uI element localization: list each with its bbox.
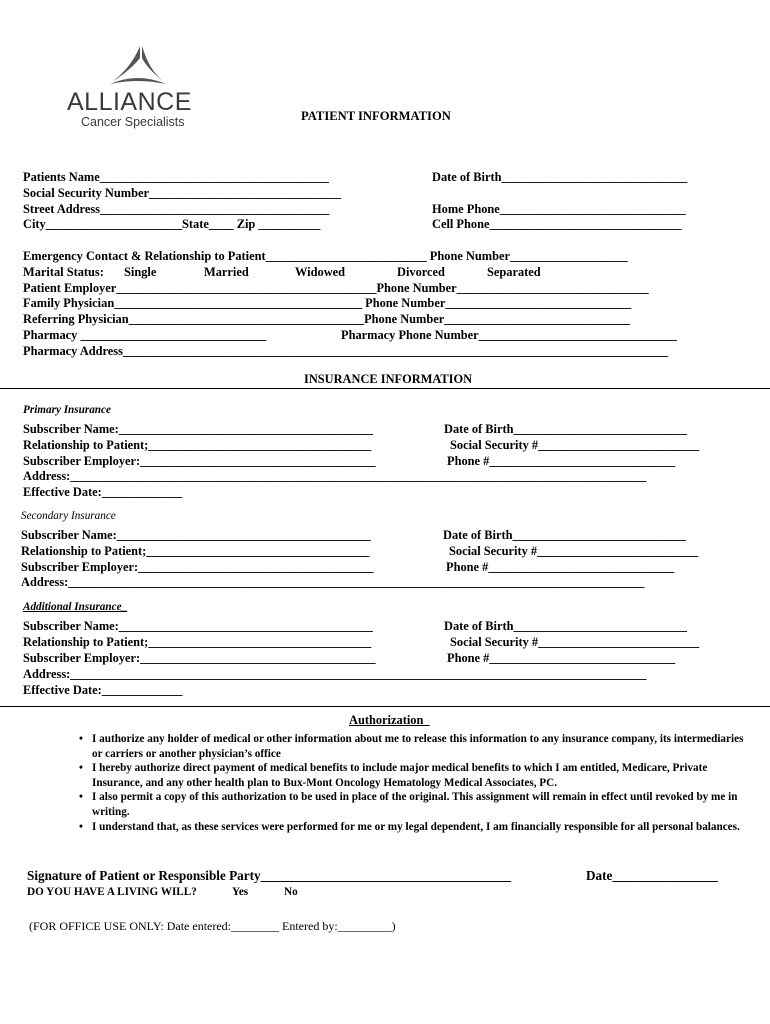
secondary-subscriber-name-field[interactable]: Subscriber Name:_________________________________________ xyxy=(21,528,371,542)
signature-field[interactable]: Signature of Patient or Responsible Party______________________________________ xyxy=(27,868,512,883)
office-use-line: (FOR OFFICE USE ONLY: Date entered:________ Entered by:_________) xyxy=(29,919,396,933)
page-title: PATIENT INFORMATION xyxy=(301,109,451,123)
bullet-icon: • xyxy=(79,733,83,745)
insurance-heading: INSURANCE INFORMATION xyxy=(304,372,473,386)
patient-cell-phone-field[interactable]: Cell Phone_______________________________ xyxy=(432,217,682,231)
secondary-address-field[interactable]: Address:_____________________________________________________________________________________________ xyxy=(21,575,645,589)
logo-tagline: Cancer Specialists xyxy=(81,115,185,129)
primary-insurance-label: Primary Insurance xyxy=(23,404,111,416)
authorization-item xyxy=(79,820,752,835)
patient-name-field[interactable]: Patients Name_____________________________________ xyxy=(23,170,329,184)
primary-ssn-field[interactable]: Social Security #__________________________ xyxy=(450,438,700,452)
authorization-item xyxy=(79,761,752,790)
logo-brand: ALLIANCE xyxy=(67,88,192,116)
primary-effective-date-field[interactable]: Effective Date:_____________ xyxy=(23,485,183,499)
living-will-question: DO YOU HAVE A LIVING WILL? xyxy=(27,886,197,898)
additional-effective-date-field[interactable]: Effective Date:_____________ xyxy=(23,683,183,697)
secondary-phone-field[interactable]: Phone #______________________________ xyxy=(446,560,675,574)
referring-physician-field[interactable]: Referring Physician______________________________________Phone Number______________________________ xyxy=(23,312,631,326)
marital-option-single[interactable]: Single xyxy=(124,265,157,279)
alliance-logo-mark xyxy=(106,44,170,88)
additional-relationship-field[interactable]: Relationship to Patient;____________________________________ xyxy=(23,635,372,649)
bullet-icon: • xyxy=(79,762,83,775)
pharmacy-address-field[interactable]: Pharmacy Address________________________________________________________________________________________ xyxy=(23,344,669,358)
additional-employer-field[interactable]: Subscriber Employer:______________________________________ xyxy=(23,651,376,665)
bullet-icon: • xyxy=(79,820,83,833)
marital-option-widowed[interactable]: Widowed xyxy=(295,265,346,279)
patient-ssn-field[interactable]: Social Security Number_______________________________ xyxy=(23,186,342,200)
marital-status-label: Marital Status: xyxy=(23,265,104,279)
secondary-ssn-field[interactable]: Social Security #__________________________ xyxy=(449,544,699,558)
authorization-item xyxy=(79,790,752,819)
family-physician-field[interactable]: Family Physician________________________________________ Phone Number______________________________ xyxy=(23,296,632,310)
additional-dob-field[interactable]: Date of Birth____________________________ xyxy=(444,619,687,633)
authorization-text: I also permit a copy of this authorization to be used in place of the original. This assignment will remain in effect until revoked by me in writing. xyxy=(92,791,738,818)
living-will-yes[interactable]: Yes xyxy=(232,886,249,898)
marital-option-married[interactable]: Married xyxy=(204,265,249,279)
secondary-relationship-field[interactable]: Relationship to Patient;____________________________________ xyxy=(21,544,370,558)
additional-insurance-label: Additional Insurance_ xyxy=(23,601,128,613)
additional-ssn-field[interactable]: Social Security #__________________________ xyxy=(450,635,700,649)
authorization-text: I hereby authorize direct payment of medical benefits to include major medical benefits to which I am entitled, Medicare, Private Insurance, and any other health plan to Bux-Mont Oncology Hematology Medical Associates, PC. xyxy=(92,762,708,789)
marital-option-separated[interactable]: Separated xyxy=(487,265,541,279)
additional-subscriber-name-field[interactable]: Subscriber Name:_________________________________________ xyxy=(23,619,373,633)
patient-home-phone-field[interactable]: Home Phone______________________________ xyxy=(432,202,686,216)
secondary-insurance-label: Secondary Insurance xyxy=(21,510,116,522)
authorization-text: I understand that, as these services were performed for me or my legal dependent, I am financially responsible for all personal balances. xyxy=(92,820,740,833)
primary-address-field[interactable]: Address:_____________________________________________________________________________________________ xyxy=(23,469,647,483)
authorization-heading: Authorization_ xyxy=(349,713,430,727)
pharmacy-field[interactable]: Pharmacy ______________________________ xyxy=(23,328,267,342)
additional-phone-field[interactable]: Phone #______________________________ xyxy=(447,651,676,665)
patient-city-field[interactable]: City______________________State____ Zip __________ xyxy=(23,217,321,231)
secondary-dob-field[interactable]: Date of Birth____________________________ xyxy=(443,528,686,542)
insurance-divider xyxy=(0,388,770,389)
authorization-item xyxy=(79,732,752,761)
marital-option-divorced[interactable]: Divorced xyxy=(397,265,445,279)
patient-employer-field[interactable]: Patient Employer__________________________________________Phone Number_______________________________ xyxy=(23,281,649,295)
patient-dob-field[interactable]: Date of Birth______________________________ xyxy=(432,170,688,184)
primary-relationship-field[interactable]: Relationship to Patient;____________________________________ xyxy=(23,438,372,452)
pharmacy-phone-field[interactable]: Pharmacy Phone Number________________________________ xyxy=(341,328,677,342)
authorization-divider xyxy=(0,706,770,707)
signature-date-field[interactable]: Date________________ xyxy=(586,868,718,883)
primary-subscriber-name-field[interactable]: Subscriber Name:_________________________________________ xyxy=(23,422,373,436)
bullet-icon: • xyxy=(79,791,83,804)
primary-dob-field[interactable]: Date of Birth____________________________ xyxy=(444,422,687,436)
primary-phone-field[interactable]: Phone #______________________________ xyxy=(447,454,676,468)
additional-address-field[interactable]: Address:_____________________________________________________________________________________________ xyxy=(23,667,647,681)
primary-employer-field[interactable]: Subscriber Employer:______________________________________ xyxy=(23,454,376,468)
secondary-employer-field[interactable]: Subscriber Employer:______________________________________ xyxy=(21,560,374,574)
authorization-text: I authorize any holder of medical or other information about me to release this information to any insurance company, its intermediaries or carriers or another physician’s office xyxy=(92,733,744,760)
living-will-no[interactable]: No xyxy=(284,886,298,898)
patient-street-field[interactable]: Street Address_____________________________________ xyxy=(23,202,330,216)
authorization-list xyxy=(78,732,752,834)
emergency-contact-field[interactable]: Emergency Contact & Relationship to Patient__________________________ Phone Number___________________ xyxy=(23,249,628,263)
